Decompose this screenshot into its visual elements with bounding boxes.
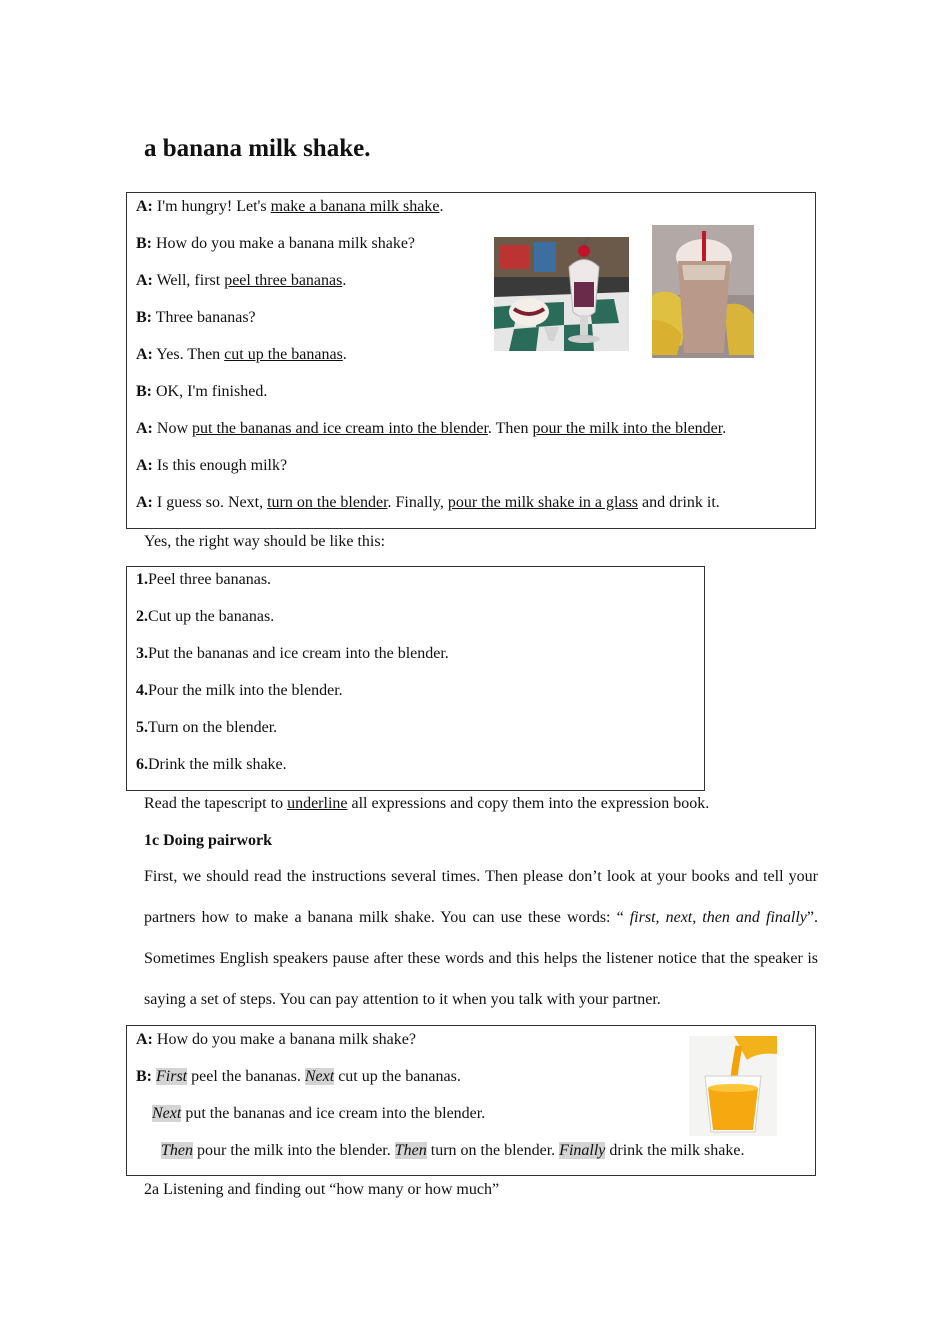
step-text: Put the bananas and ice cream into the blender. — [148, 645, 449, 662]
line-text: peel the bananas. — [187, 1068, 305, 1085]
dialogue-line — [136, 419, 726, 439]
sequence-word: Next — [304, 1068, 335, 1085]
line-text: . Then — [487, 420, 533, 437]
speaker-label: B: — [136, 309, 152, 326]
speaker-label: A: — [136, 346, 153, 363]
step-number: 5. — [136, 719, 148, 736]
step-text: Peel three bananas. — [148, 571, 272, 588]
step-text: Cut up the bananas. — [148, 608, 275, 625]
step-text: Pour the milk into the blender. — [148, 682, 343, 699]
line-text: Three bananas? — [152, 309, 256, 326]
dialogue-line — [136, 382, 267, 402]
line-text: pour the milk into the blender. — [193, 1142, 395, 1159]
line-text: drink the milk shake. — [605, 1142, 745, 1159]
juice-photo — [689, 1036, 777, 1136]
milkshake-photo — [652, 225, 754, 358]
dialogue-line — [136, 456, 287, 476]
dialogue-line — [136, 493, 720, 513]
line-text: . Finally, — [387, 494, 448, 511]
section-2a-title: 2a Listening and finding out “how many or how much” — [144, 1181, 500, 1198]
step-item — [136, 644, 449, 664]
sequence-word: Then — [394, 1142, 427, 1159]
speaker-label: A: — [136, 420, 153, 437]
line-text: cut up the bananas. — [334, 1068, 461, 1085]
steps-box — [126, 566, 705, 791]
underlined-expression: put the bananas and ice cream into the blender — [192, 420, 488, 437]
dialogue-line — [136, 197, 443, 217]
sequence-word: First — [156, 1068, 188, 1085]
tapescript-underlined-word: underline — [287, 795, 348, 812]
line-text: . — [439, 198, 444, 215]
line-text: and drink it. — [638, 494, 720, 511]
tapescript-before: Read the tapescript to — [144, 795, 288, 812]
speaker-label: A: — [136, 198, 153, 215]
speaker-label: B: — [136, 235, 152, 252]
line-text: turn on the blender. — [426, 1142, 560, 1159]
page-heading: a banana milk shake. — [144, 135, 371, 162]
underlined-expression: pour the milk into the blender — [532, 420, 723, 437]
speaker-label: A: — [136, 457, 153, 474]
step-number: 2. — [136, 608, 148, 625]
speaker-label: B: — [136, 1068, 152, 1085]
line-text: Is this enough milk? — [152, 457, 288, 474]
line-text: I guess so. Next, — [152, 494, 268, 511]
underlined-expression: cut up the bananas — [224, 346, 343, 363]
step-item — [136, 607, 274, 627]
pairwork-keywords: first, next, then and finally — [629, 909, 807, 926]
sequence-word: Next — [152, 1105, 182, 1122]
dialogue2-line-4 — [161, 1141, 744, 1161]
right-way-intro: Yes, the right way should be like this: — [144, 533, 386, 550]
step-number: 6. — [136, 756, 148, 773]
line-text: How do you make a banana milk shake? — [152, 235, 416, 252]
dialogue2-line-2 — [136, 1067, 461, 1087]
step-item — [136, 755, 287, 775]
dialogue-line — [136, 308, 256, 328]
dialogue-line — [136, 234, 415, 254]
step-number: 3. — [136, 645, 148, 662]
step-item — [136, 681, 343, 701]
step-text: Drink the milk shake. — [148, 756, 287, 773]
sundae-photo — [494, 237, 629, 351]
line-text: I'm hungry! Let's — [152, 198, 271, 215]
underlined-expression: turn on the blender — [267, 494, 388, 511]
pairwork-text-1: First, we should read the instructions several times. Then please don’t look at your books and tell your partners how to make a banana milk shake. You can use these words: “ — [144, 868, 818, 926]
speaker-label: A: — [136, 272, 153, 289]
dialogue-box — [126, 192, 816, 529]
line-text: Now — [152, 420, 192, 437]
dialogue-line — [136, 271, 346, 291]
line-text: . — [722, 420, 727, 437]
pairwork-title: 1c Doing pairwork — [144, 832, 272, 849]
line-text: . — [342, 272, 347, 289]
dialogue2-line-1 — [136, 1030, 416, 1050]
dialogue-line — [136, 345, 347, 365]
step-text: Turn on the blender. — [148, 719, 278, 736]
speaker-label: A: — [136, 494, 153, 511]
pairwork-text-2: ”. Sometimes English speakers pause after these words and this helps the listener notice that the speaker is saying a set of steps. You can pay attention to it when you talk with your partner. — [144, 909, 818, 1008]
line-text: Well, first — [152, 272, 225, 289]
speaker-label: A: — [136, 1031, 153, 1048]
step-item — [136, 570, 271, 590]
speaker-label: B: — [136, 383, 152, 400]
step-number: 4. — [136, 682, 148, 699]
sequence-word: Finally — [559, 1142, 606, 1159]
line-text: put the bananas and ice cream into the blender. — [181, 1105, 486, 1122]
line-text: OK, I'm finished. — [152, 383, 268, 400]
line-text: . — [342, 346, 347, 363]
pairwork-paragraph — [144, 856, 818, 1020]
tapescript-after: all expressions and copy them into the expression book. — [347, 795, 710, 812]
step-number: 1. — [136, 571, 148, 588]
underlined-expression: pour the milk shake in a glass — [447, 494, 639, 511]
underlined-expression: make a banana milk shake — [270, 198, 440, 215]
sequence-word: Then — [161, 1142, 193, 1159]
dialogue2-line-3 — [152, 1104, 485, 1124]
line-text: Yes. Then — [152, 346, 225, 363]
dialogue2-box — [126, 1025, 816, 1176]
line-text: How do you make a banana milk shake? — [152, 1031, 416, 1048]
underlined-expression: peel three bananas — [224, 272, 343, 289]
step-item — [136, 718, 277, 738]
tapescript-instruction — [144, 794, 709, 814]
